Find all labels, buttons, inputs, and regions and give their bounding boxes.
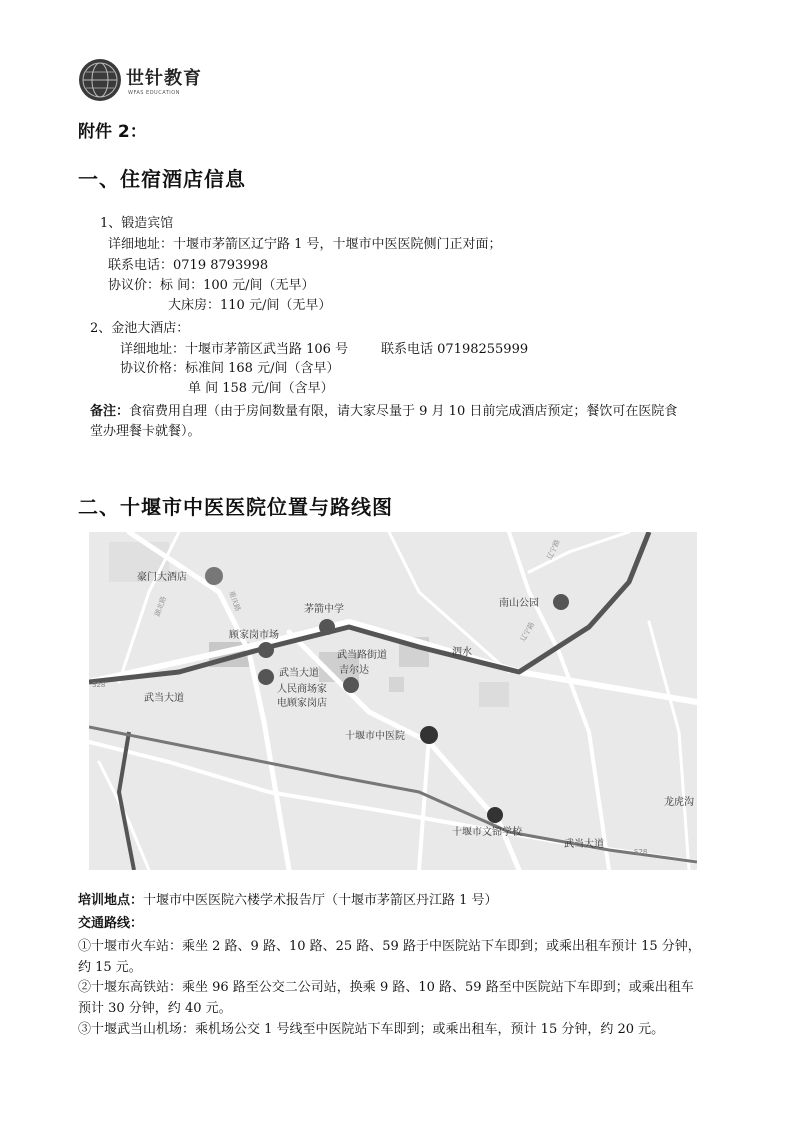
haomen-marker	[205, 567, 223, 585]
note-line1	[90, 400, 677, 419]
hotel1-price-king: 大床房：110 元/间（无早）	[168, 298, 332, 313]
hotel2-name: 2、金池大酒店：	[90, 321, 190, 336]
map-label-liaoning: 辽宁路	[545, 538, 562, 561]
map-label-appliance: 电顾家岗店	[277, 698, 327, 709]
hotel1-name: 1、锻造宾馆	[100, 216, 174, 231]
hotel2-address: 详细地址：十堰市茅箭区武当路 106 号	[120, 342, 349, 357]
attachment-label: 附件 2：	[78, 122, 147, 142]
map-label-nanshan: 南山公园	[499, 598, 539, 609]
hotel2-phone: 联系电话 07198255999	[381, 342, 529, 357]
transport-label: 交通路线：	[78, 916, 144, 931]
map-label-renmin: 人民商场家	[277, 684, 327, 695]
map-label-wudang-poi: 武当大道	[279, 668, 319, 679]
map-label-jierda: 吉尔达	[339, 665, 369, 676]
hotel1-phone: 联系电话：0719 8793998	[108, 258, 269, 273]
hotel1-price-standard: 协议价：标 间：100 元/间（无早）	[108, 278, 315, 293]
map-label-chongqing: 重庆路	[227, 589, 242, 613]
section2-title: 二、十堰市中医医院位置与路线图	[78, 495, 393, 519]
brand-sub: WFAS EDUCATION	[128, 90, 180, 96]
map-label-wudang-right: 武当大道	[564, 839, 604, 850]
note-text2: 堂办理餐卡就餐）。	[90, 424, 201, 439]
nanshan-park-marker	[553, 594, 569, 610]
hotel1-address: 详细地址：十堰市茅箭区辽宁路 1 号，十堰市中医医院侧门正对面；	[108, 237, 502, 252]
route1-line1: ①十堰市火车站：乘坐 2 路、9 路、10 路、25 路、59 路于中医院站下车即到；或乘出租车预计 15 分钟，	[78, 939, 701, 954]
map-label-maojian: 茅箭中学	[304, 604, 344, 615]
map-label-s2: S28	[634, 848, 648, 856]
maojian-school-marker	[319, 619, 335, 635]
brand-logo	[78, 58, 238, 104]
map-label-hospital: 十堰市中医院	[345, 731, 405, 742]
hotel2-price-single: 单 间 158 元/间（含早）	[188, 381, 334, 396]
hotel2-price-standard: 协议价格：标准间 168 元/间（含早）	[120, 361, 340, 376]
training-line	[78, 889, 498, 908]
map-label-hubei: 湖北路	[153, 595, 169, 618]
training-text: 十堰市中医医院六楼学术报告厅（十堰市茅箭区丹江路 1 号）	[143, 893, 498, 908]
route2-line1: ②十堰东高铁站：乘坐 96 路至公交二公司站，换乘 9 路、10 路、59 路至中医院站下车即到；或乘出租车	[78, 980, 694, 995]
route3-line1: ③十堰武当山机场：乘机场公交 1 号线至中医院站下车即到；或乘出租车，预计 15 分钟，约 20 元。	[78, 1022, 665, 1037]
map-label-wudang-left: 武当大道	[144, 693, 184, 704]
route-map	[89, 532, 697, 870]
training-label: 培训地点：	[78, 893, 144, 908]
wenjin-school-marker	[487, 807, 503, 823]
map-label-gujiagang: 顾家岗市场	[229, 630, 279, 641]
map-label-haomen: 豪门大酒店	[137, 572, 187, 583]
map-label-wudang-street: 武当路街道	[337, 650, 387, 661]
globe-icon	[78, 58, 122, 102]
note-text1: 食宿费用自理（由于房间数量有限，请大家尽量于 9 月 10 日前完成酒店预定；餐饮可在医院食	[129, 404, 678, 419]
gujiagang-marker	[258, 642, 274, 658]
map-label-longhugou: 龙虎沟	[664, 797, 694, 808]
map-label-liaoning2: 辽宁路	[518, 620, 537, 643]
route1-line2: 约 15 元。	[78, 960, 142, 975]
brand-name: 世针教育	[126, 68, 202, 89]
map-label-sishui: 泗水	[452, 647, 472, 658]
jierda-marker	[343, 677, 359, 693]
map-label-wenjin: 十堰市文锦学校	[452, 827, 522, 838]
hospital-marker	[420, 726, 438, 744]
section1-title: 一、住宿酒店信息	[78, 167, 246, 191]
note-label: 备注：	[90, 404, 130, 419]
map-label-s1: S28	[92, 681, 106, 689]
wudang-poi-marker	[258, 669, 274, 685]
route2-line2: 预计 30 分钟，约 40 元。	[78, 1001, 232, 1016]
